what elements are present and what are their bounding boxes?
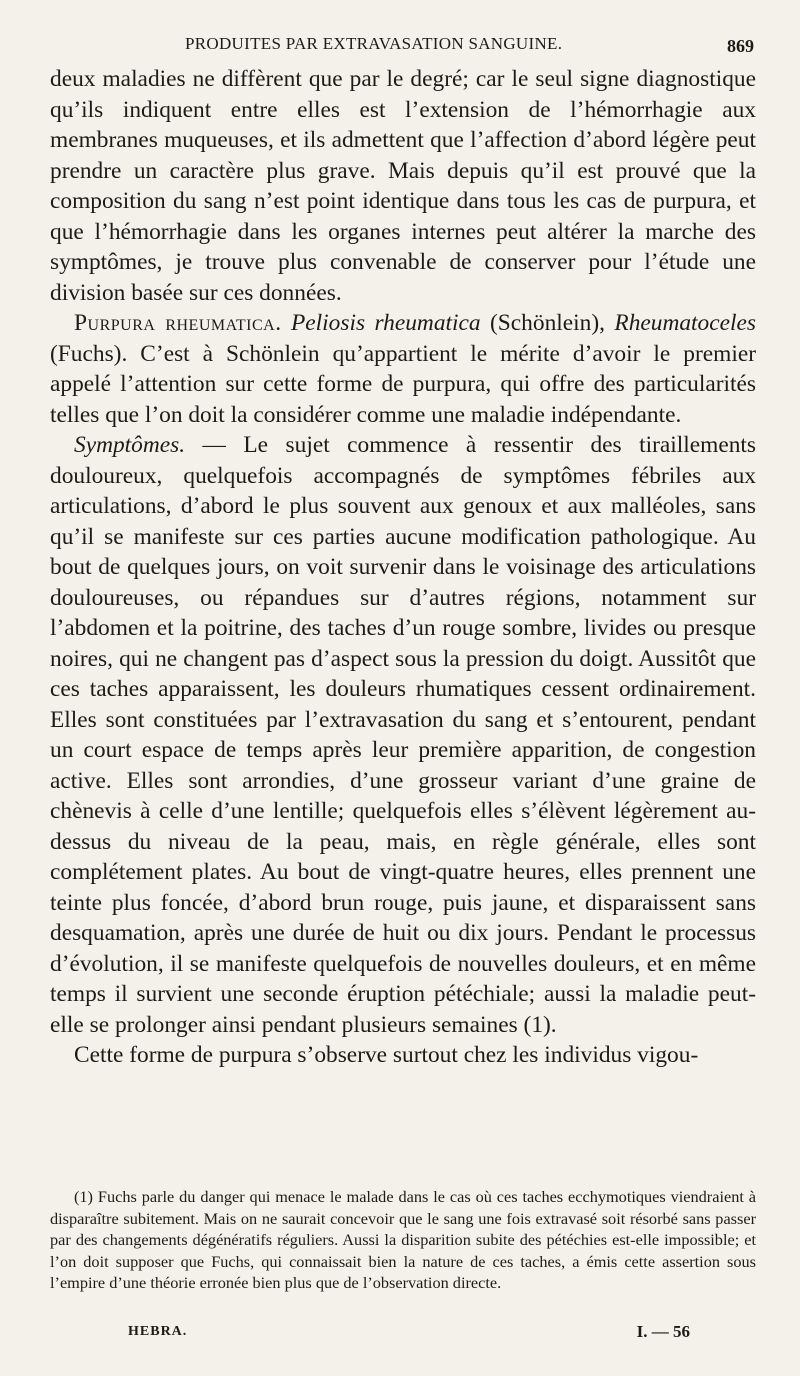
paragraph-text: (Schönlein), <box>480 310 615 336</box>
running-head <box>185 34 760 58</box>
paragraph-final: Cette forme de purpura s’observe surtout chez les individus vigou- <box>74 1042 699 1068</box>
term-rheumatoceles: Rheumatoceles <box>614 310 756 336</box>
paragraph-purpura-rheumatica <box>50 308 756 430</box>
paragraph-symptomes <box>50 430 756 1040</box>
paragraph-text: — Le sujet commence à ressentir des tiraillements douloureux, quelquefois accompagnés de symptômes fébriles aux articulations, d’abord le plus souvent aux genoux et aux malléoles, sans qu’il se manifeste sur ces parties aucune modification pathologique. Au bout de quelques jours, on voit survenir dans le voisinage des articulations douloureuses, ou répandues sur d’autres régions, notamment sur l’abdomen et la poitrine, des taches d’un rouge sombre, livides ou presque noires, qui ne changent pas d’aspect sous la pression du doigt. Aussitôt que ces taches apparaissent, les douleurs rhumatiques cessent ordinairement. Elles sont constituées par l’extravasation du sang et s’entourent, pendant un court espace de temps après leur première apparition, de congestion active. Elles sont arrondies, d’une grosseur variant d’une graine de chènevis à celle d’une lentille; quelquefois elles s’élèvent légèrement au-dessus du niveau de la peau, mais, en règle générale, elles sont complétement plates. Au bout de vingt-quatre heures, elles prennent une teinte plus foncée, d’abord brun rouge, puis jaune, et disparaissent sans desquamation, après une durée de huit ou dix jours. Pendant le processus d’évolution, il se manifeste quelquefois de nouvelles douleurs, et en même temps il survient une seconde éruption pétéchiale; aussi la maladie peut-elle se prolonger ainsi pendant plusieurs semaines (1). <box>50 432 756 1038</box>
term-peliosis-rheumatica: Peliosis rheumatica <box>291 310 481 336</box>
paragraph-text: (Fuchs). C’est à Schönlein qu’appartient le mérite d’avoir le premier appelé l’attention sur cette forme de purpura, qui offre des particularités telles que l’on doit la considérer comme une maladie indépendante. <box>50 340 756 428</box>
signature-line <box>128 1322 690 1344</box>
section-heading-purpura-rheumatica: Purpura rheumatica. <box>74 310 282 336</box>
paragraph-continuation: deux maladies ne diffèrent que par le degré; car le seul signe diagnostique qu’ils indiquent entre elles est l’extension de l’hémorrhagie aux membranes muqueuses, et ils admettent que l’affection d’abord légère peut prendre un caractère plus grave. Mais depuis qu’il est prouvé que la composition du sang n’est point identique dans tous les cas de purpura, et que l’hémorrhagie dans les organes internes peut altérer la marche des symptômes, je trouve plus convenable de conserver pour l’étude une division basée sur ces données. <box>50 66 756 306</box>
sheet-mark: I. — 56 <box>636 1322 690 1341</box>
section-heading-symptomes: Symptômes. <box>74 432 186 458</box>
running-title: PRODUITES PAR EXTRAVASATION SANGUINE. <box>185 34 563 53</box>
footnotes <box>50 1186 756 1294</box>
printer-signature: HEBRA. <box>128 1324 188 1339</box>
body-text <box>50 64 756 1071</box>
footnote-1: (1) Fuchs parle du danger qui menace le malade dans le cas où ces taches ecchymotiques viendraient à disparaître subitement. Mais on ne saurait concevoir que le sang une fois extravasé soit résorbé sans passer par des changements dégénératifs réguliers. Aussi la disparition subite des pétéchies est-elle impossible; et l’on doit supposer que Fuchs, qui connaissait bien la nature de ces taches, a émis cette assertion sous l’empire d’une théorie erronée bien plus que de l’observation directe. <box>50 1187 756 1292</box>
page-number: 869 <box>727 36 754 56</box>
